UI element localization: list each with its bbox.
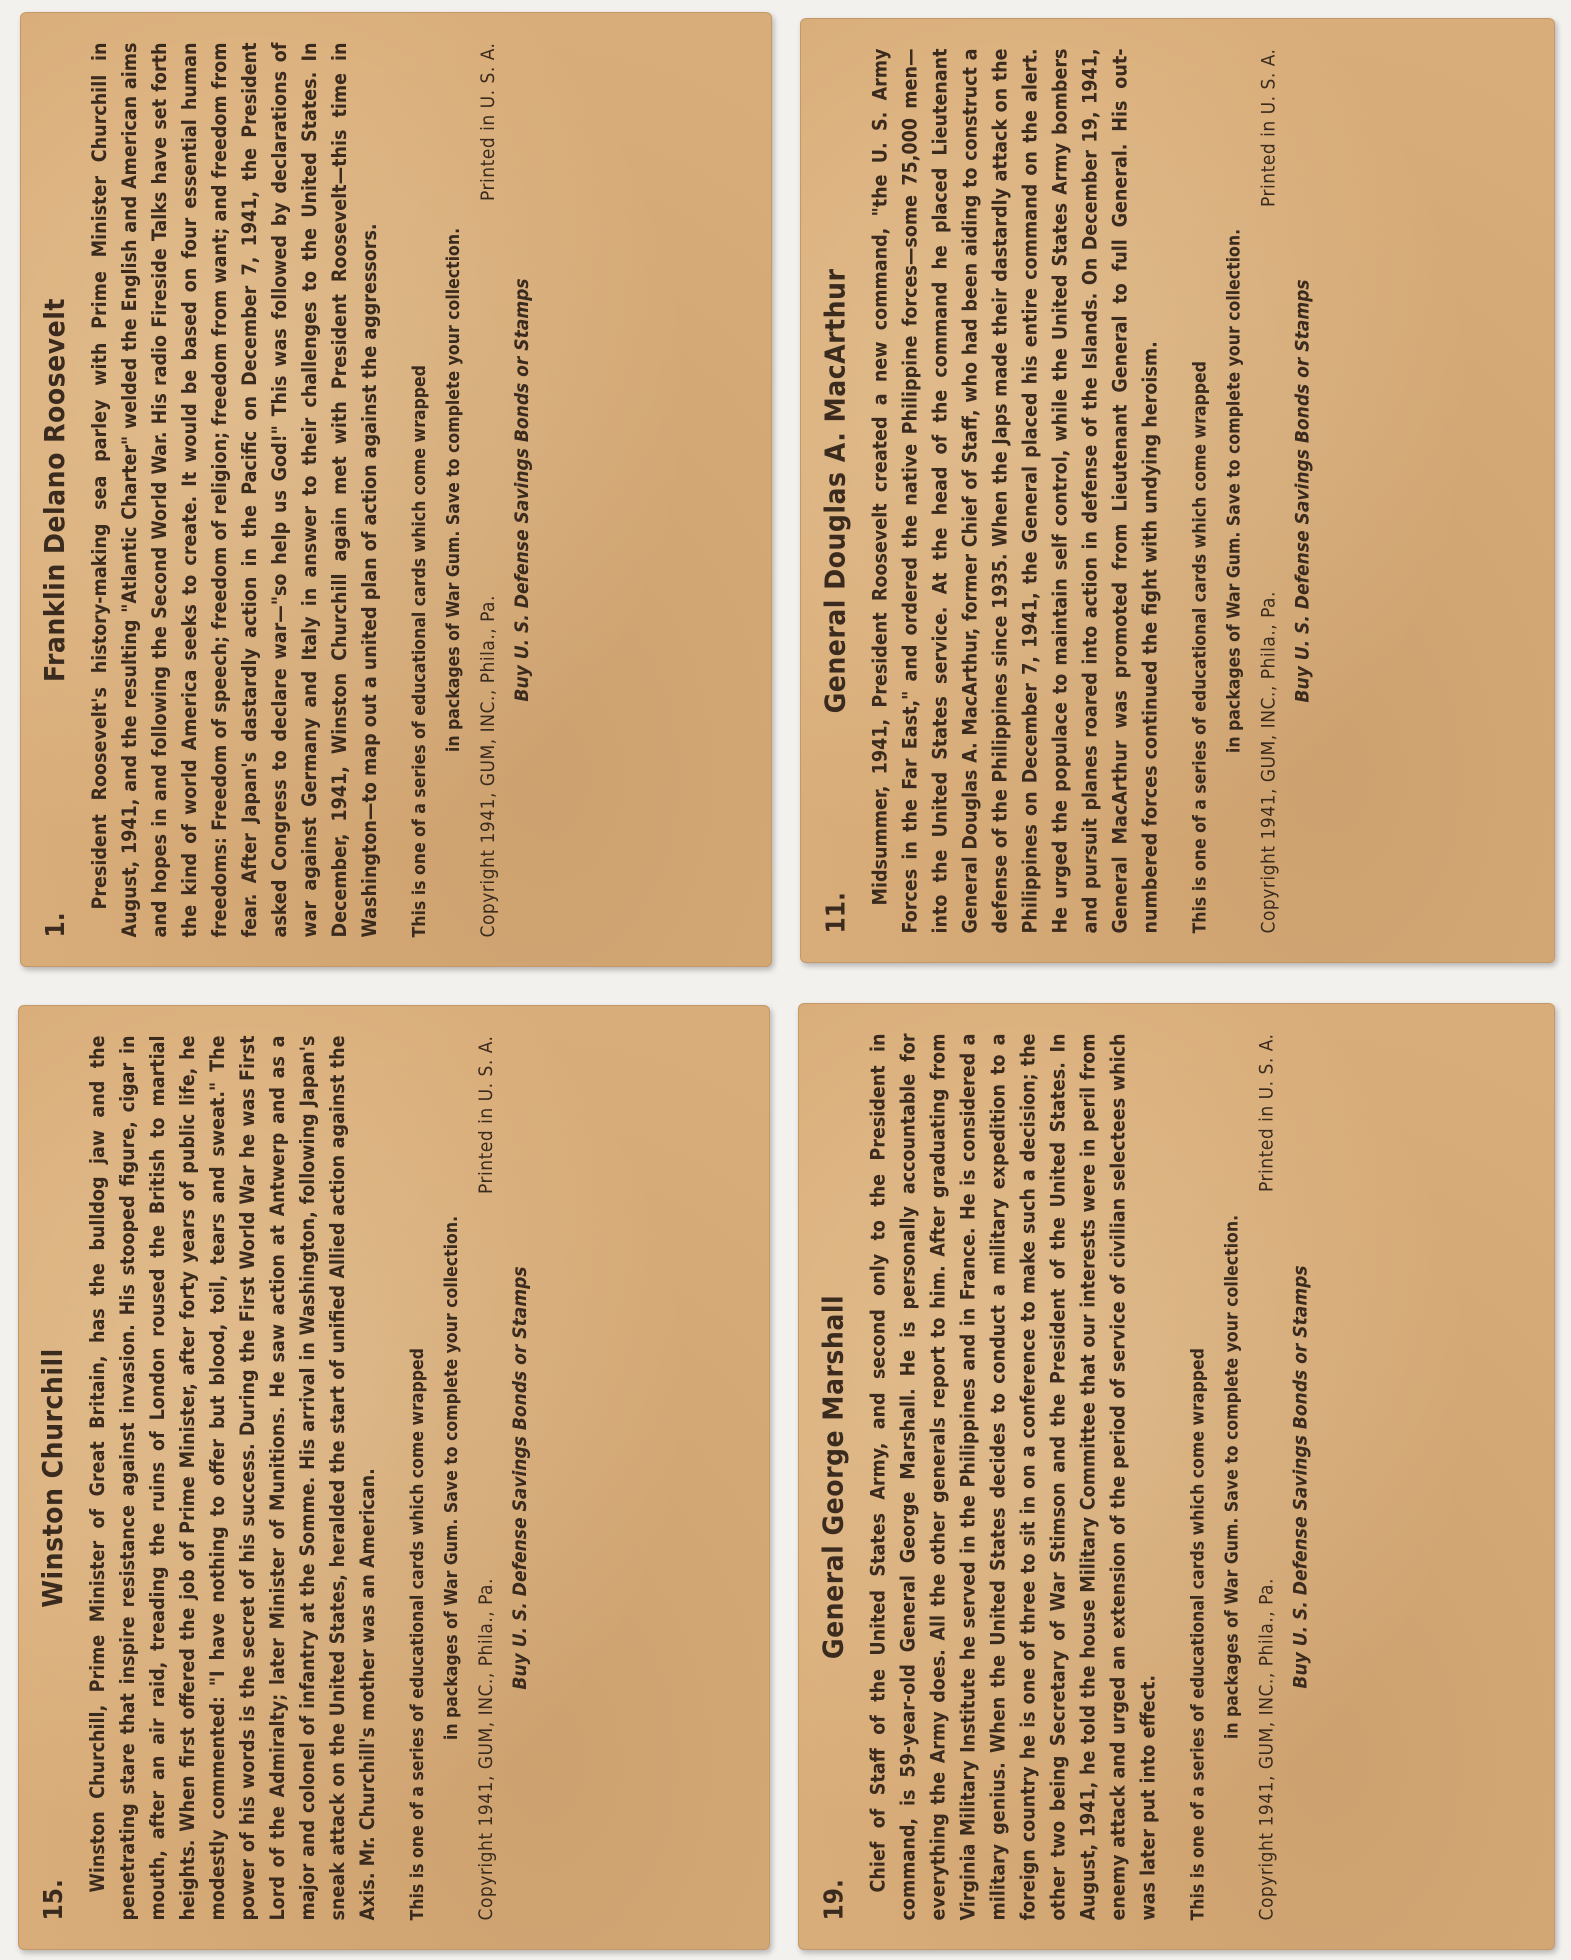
- series-line-1: This is one of a series of educational cards which come wrapped: [1188, 1347, 1208, 1920]
- series-line-1: This is one of a series of educational cards which come wrapped: [408, 1347, 428, 1920]
- printed-text: Printed in U. S. A.: [477, 42, 499, 201]
- card-title: Franklin Delano Roosevelt: [38, 297, 71, 682]
- card-header: [36, 1035, 69, 1920]
- card-content: [798, 1003, 1555, 1950]
- series-line-2: in packages of War Gum. Save to complete your collection.: [442, 1215, 462, 1740]
- card-footer: [403, 42, 539, 937]
- copyright-text: Copyright 1941, GUM, INC., Phila., Pa.: [1257, 590, 1279, 933]
- printed-text: Printed in U. S. A.: [1257, 48, 1279, 207]
- printed-text: Printed in U. S. A.: [475, 1035, 497, 1194]
- copyright-line: [1251, 48, 1285, 933]
- series-line-2: in packages of War Gum. Save to complete your collection.: [1222, 1214, 1242, 1739]
- buy-bonds-line: Buy U. S. Defense Savings Bonds or Stamps: [1289, 1264, 1311, 1689]
- card-title: Winston Churchill: [36, 1347, 69, 1608]
- series-line-1: This is one of a series of educational cards which come wrapped: [1190, 360, 1210, 933]
- card-footer: [1181, 1033, 1317, 1920]
- copyright-text: Copyright 1941, GUM, INC., Phila., Pa.: [477, 594, 499, 937]
- card-body-text: Chief of Staff of the United States Army, and second only to the President in command, is 59-year-old General George Marshall. He is personally accountable for everything the Army does. All the other generals report to him. After graduating from Virginia Military Institute he served in the Philippines and in France. He is considered a military genius. When the United States decides to conduct a military expedition to a foreign country he is one of three to sit in on a conference to make such a decision; the other two being Secretary of War Stimson and the President of the United States. In August, 1941, he told the house Military Committee that our interests were in peril from enemy attack and urged an extension of the period of service of civilian selectees which was later put into effect.: [866, 1033, 1159, 1920]
- card-content: [18, 1005, 770, 1950]
- card-title: General George Marshall: [816, 1294, 849, 1659]
- card-body-text: Midsummer, 1941, President Roosevelt created a new command, "the U. S. Army Forces in the Far East," and ordered the native Philippine forces—some 75,000 men—into the United States service. At the head of the command he placed Lieutenant General Douglas A. MacArthur, former Chief of Staff, who had been aiding to construct a defense of the Philippines since 1935. When the Japs made their dastardly attack on the Philippines on December 7, 1941, the General placed his entire command on the alert. He urged the populace to maintain self control, while the United States Army bombers and pursuit planes roared into action in defense of the Islands. On December 19, 1941, General MacArthur was promoted from Lieutenant General to full General. His out-numbered forces continued the fight with undying heroism.: [868, 48, 1161, 933]
- series-line-1: This is one of a series of educational cards which come wrapped: [410, 364, 430, 937]
- card-body-text: Winston Churchill, Prime Minister of Great Britain, has the bulldog jaw and the penetrating stare that inspire resistance against invasion. His stooped figure, cigar in mouth, after an air raid, treading the ruins of London roused the British to martial heights. When first offered the job of Prime Minister, after forty years of public life, he modestly commented: "I have nothing to offer but blood, toil, tears and sweat." The power of his words is the secret of his success. During the First World War he was First Lord of the Admiralty; later Minister of Munitions. He saw action at Antwerp and as a major and colonel of infantry at the Somme. His arrival in Washington, following Japan's sneak attack on the United States, heralded the start of unified Allied action against the Axis. Mr. Churchill's mother was an American.: [86, 1035, 379, 1920]
- card-roosevelt: [20, 12, 772, 967]
- card-content: [800, 18, 1555, 963]
- card-churchill: [18, 1005, 770, 1950]
- card-body: [85, 42, 385, 937]
- series-line-2: in packages of War Gum. Save to complete your collection.: [444, 227, 464, 752]
- buy-bonds-line: Buy U. S. Defense Savings Bonds or Stamps: [511, 277, 533, 702]
- card-number: 19.: [819, 1878, 849, 1920]
- card-body-text: President Roosevelt's history-making sea parley with Prime Minister Churchill in August, 1941, and the resulting "Atlantic Charter" welded the English and American aims and hopes in and following the Second World War. His radio Fireside Talks have set forth the kind of world America seeks to create. It would be based on four essential human freedoms: Freedom of speech; freedom of religion; freedom from want; and freedom from fear. After Japan's dastardly action in the Pacific on December 7, 1941, the President asked Congress to declare war—"so help us God!" This was followed by declarations of war against Germany and Italy in answer to their challenges to the United States. In December, 1941, Winston Churchill again met with President Roosevelt—this time in Washington—to map out a united plan of action against the aggressors.: [88, 42, 381, 937]
- card-number: 11.: [821, 891, 851, 933]
- card-number: 15.: [39, 1878, 69, 1920]
- copyright-text: Copyright 1941, GUM, INC., Phila., Pa.: [1255, 1577, 1277, 1920]
- buy-bonds-line: Buy U. S. Defense Savings Bonds or Stamps: [1291, 278, 1313, 703]
- card-marshall: [798, 1003, 1555, 1950]
- copyright-line: [1249, 1033, 1283, 1920]
- buy-bonds-line: Buy U. S. Defense Savings Bonds or Stamps: [509, 1265, 531, 1690]
- card-footer: [1183, 48, 1319, 933]
- card-header: [816, 1033, 849, 1920]
- card-body: [83, 1035, 383, 1920]
- card-header: [818, 48, 851, 933]
- card-header: [38, 42, 71, 937]
- card-title: General Douglas A. MacArthur: [818, 268, 851, 713]
- card-content: [20, 12, 772, 967]
- card-macarthur: [800, 18, 1555, 963]
- card-body: [863, 1033, 1163, 1920]
- card-body: [865, 48, 1165, 933]
- copyright-text: Copyright 1941, GUM, INC., Phila., Pa.: [475, 1577, 497, 1920]
- printed-text: Printed in U. S. A.: [1255, 1033, 1277, 1192]
- copyright-line: [471, 42, 505, 937]
- card-number: 1.: [41, 911, 71, 937]
- card-footer: [401, 1035, 537, 1920]
- series-line-2: in packages of War Gum. Save to complete your collection.: [1224, 228, 1244, 753]
- copyright-line: [469, 1035, 503, 1920]
